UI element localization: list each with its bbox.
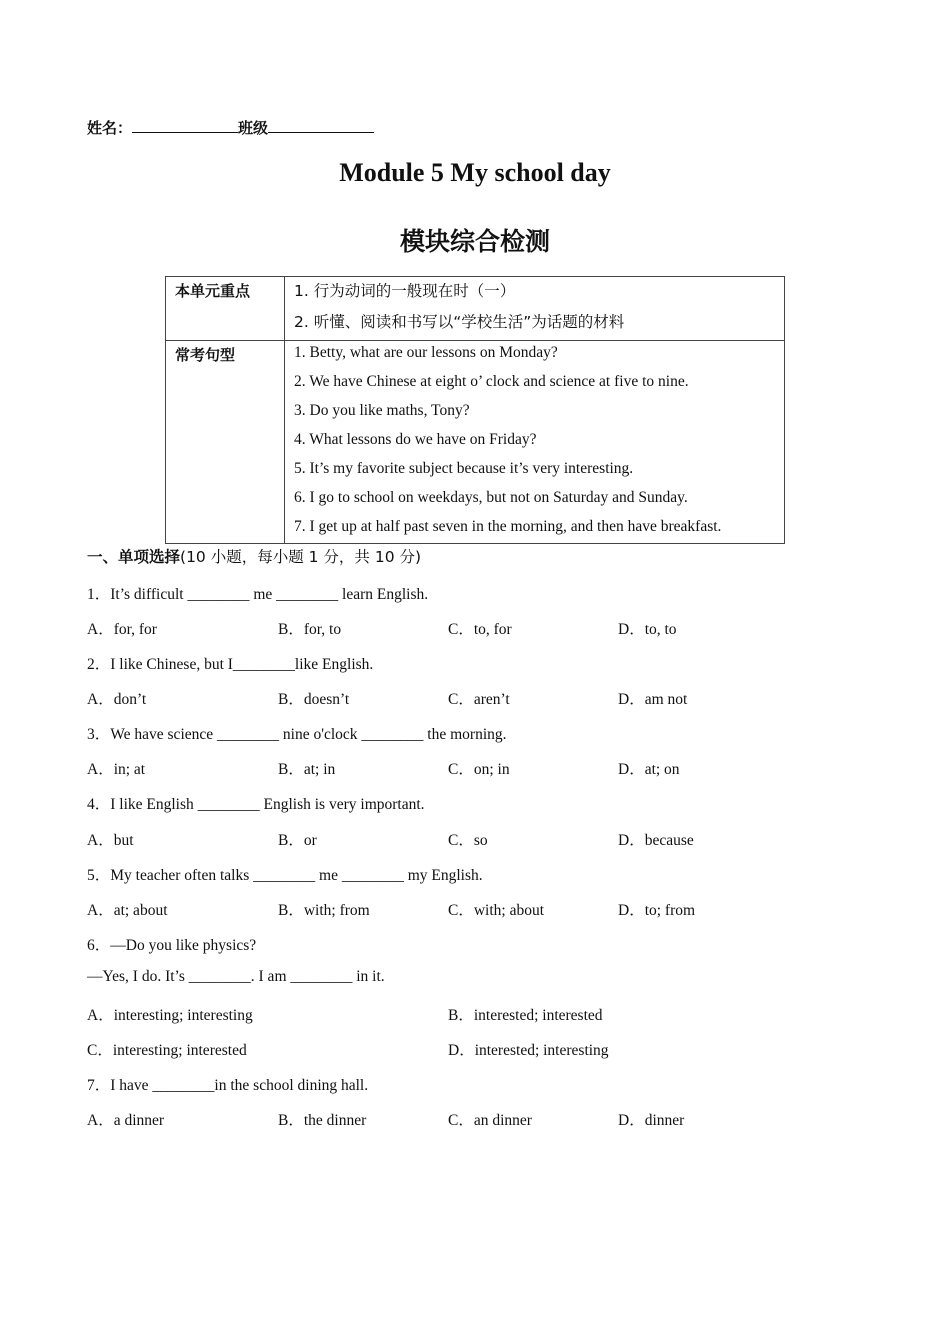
option-d[interactable]: D．to, to	[618, 621, 677, 638]
option-b[interactable]: B．interested; interested	[448, 1007, 603, 1024]
unit-summary-table	[165, 276, 785, 544]
option-c[interactable]: C．on; in	[448, 761, 510, 778]
option-b[interactable]: B．with; from	[278, 902, 370, 919]
patterns-label: 常考句型	[166, 341, 285, 544]
patterns-row	[166, 341, 785, 544]
focus-label: 本单元重点	[166, 277, 285, 341]
option-c[interactable]: C．interesting; interested	[87, 1042, 247, 1059]
question-stem: 2．I like Chinese, but I________like English.	[87, 656, 374, 673]
focus-item: 1. 行为动词的一般现在时（一）	[294, 282, 516, 300]
section-note: (10 小题，每小题 1 分，共 10 分)	[180, 548, 422, 566]
option-c[interactable]: C．an dinner	[448, 1112, 532, 1129]
option-d[interactable]: D．at; on	[618, 761, 680, 778]
name-blank[interactable]	[132, 118, 238, 133]
option-a[interactable]: A．for, for	[87, 621, 157, 638]
class-blank[interactable]	[268, 118, 374, 133]
section-title: 一、单项选择	[87, 548, 181, 566]
option-d[interactable]: D．am not	[618, 691, 688, 708]
option-b[interactable]: B．the dinner	[278, 1112, 367, 1129]
pattern-item: 5. It’s my favorite subject because it’s very interesting.	[294, 460, 634, 477]
option-c[interactable]: C．so	[448, 832, 488, 849]
question-stem-line2: —Yes, I do. It’s ________. I am ________ in it.	[87, 968, 385, 985]
option-a[interactable]: A．but	[87, 832, 134, 849]
focus-row	[166, 277, 785, 341]
pattern-item: 1. Betty, what are our lessons on Monday?	[294, 344, 558, 361]
option-d[interactable]: D．interested; interesting	[448, 1042, 609, 1059]
page-subtitle: 模块综合检测	[399, 227, 550, 256]
option-a[interactable]: A．in; at	[87, 761, 146, 778]
question-stem: 3．We have science ________ nine o'clock ________ the morning.	[87, 726, 507, 743]
name-label: 姓名：	[87, 119, 133, 137]
option-d[interactable]: D．because	[618, 832, 694, 849]
option-d[interactable]: D．to; from	[618, 902, 696, 919]
pattern-item: 7. I get up at half past seven in the morning, and then have breakfast.	[294, 518, 722, 535]
option-a[interactable]: A．a dinner	[87, 1112, 165, 1129]
question-stem: 6．—Do you like physics?	[87, 937, 257, 954]
question-stem: 5．My teacher often talks ________ me ________ my English.	[87, 867, 483, 884]
pattern-item: 6. I go to school on weekdays, but not on Saturday and Sunday.	[294, 489, 688, 506]
focus-cell	[285, 277, 785, 341]
option-d[interactable]: D．dinner	[618, 1112, 685, 1129]
patterns-cell	[285, 341, 785, 544]
section-heading	[87, 545, 421, 567]
option-c[interactable]: C．with; about	[448, 902, 545, 919]
option-a[interactable]: A．interesting; interesting	[87, 1007, 253, 1024]
page-title: Module 5 My school day	[339, 158, 611, 187]
question-stem: 4．I like English ________ English is very important.	[87, 796, 425, 813]
option-c[interactable]: C．aren’t	[448, 691, 510, 708]
focus-item: 2. 听懂、阅读和书写以“学校生活”为话题的材料	[294, 313, 625, 331]
student-info-line	[87, 117, 374, 138]
question-stem: 1．It’s difficult ________ me ________ learn English.	[87, 586, 429, 603]
option-b[interactable]: B．or	[278, 832, 317, 849]
option-b[interactable]: B．at; in	[278, 761, 336, 778]
option-a[interactable]: A．at; about	[87, 902, 168, 919]
option-b[interactable]: B．for, to	[278, 621, 342, 638]
option-b[interactable]: B．doesn’t	[278, 691, 350, 708]
question-stem: 7．I have ________in the school dining hall.	[87, 1077, 369, 1094]
option-a[interactable]: A．don’t	[87, 691, 147, 708]
class-label: 班级	[238, 119, 269, 137]
pattern-item: 4. What lessons do we have on Friday?	[294, 431, 537, 448]
pattern-item: 2. We have Chinese at eight o’ clock and science at five to nine.	[294, 373, 689, 390]
option-c[interactable]: C．to, for	[448, 621, 512, 638]
pattern-item: 3. Do you like maths, Tony?	[294, 402, 470, 419]
